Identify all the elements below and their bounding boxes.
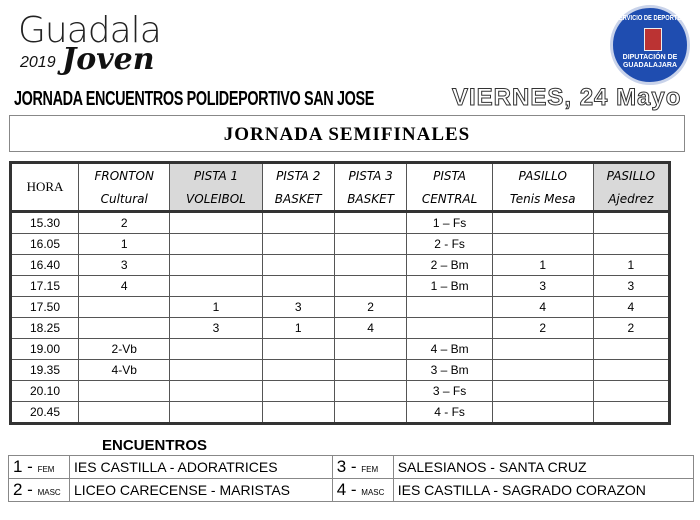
crest-icon [644,28,662,51]
table-row [11,339,670,360]
cell [262,381,334,402]
encuentros-title: ENCUENTROS [102,437,208,454]
cell [334,276,406,297]
match-num: 4 - [336,480,357,499]
schedule-table [9,161,671,425]
match-category: FEM [37,465,55,474]
time-cell: 20.10 [11,381,79,402]
table-row [11,381,670,402]
cell: 3 [79,255,170,276]
time-cell: 16.05 [11,234,79,255]
page-title: JORNADA SEMIFINALES [9,115,685,152]
match-number [9,479,70,502]
event-subtitle: JORNADA ENCUENTROS POLIDEPORTIVO SAN JOSE [14,88,374,110]
column-header: PISTA 1 [170,163,262,188]
cell: 1 – Bm [407,276,493,297]
time-cell: 19.00 [11,339,79,360]
cell: 3 [593,276,669,297]
cell: 2-Vb [79,339,170,360]
time-cell: 16.40 [11,255,79,276]
event-date: VIERNES, 24 Mayo [452,84,682,111]
column-header: CENTRAL [407,187,493,212]
table-row [11,255,670,276]
table-row [11,297,670,318]
cell [170,212,262,234]
time-cell: 20.45 [11,402,79,424]
cell [170,255,262,276]
cell: 2 [492,318,593,339]
cell [492,402,593,424]
column-header: Cultural [79,187,170,212]
cell [262,234,334,255]
cell [593,212,669,234]
cell: 1 [593,255,669,276]
cell [170,339,262,360]
table-row [11,212,670,234]
cell [593,234,669,255]
column-header: Tenis Mesa [492,187,593,212]
time-cell: 15.30 [11,212,79,234]
cell [170,360,262,381]
column-header: PISTA [407,163,493,188]
cell [170,402,262,424]
cell [407,318,493,339]
encuentros-table [8,455,694,502]
cell [262,339,334,360]
cell: 2 [593,318,669,339]
cell [334,360,406,381]
cell: 4 [334,318,406,339]
cell [334,339,406,360]
table-row [11,234,670,255]
column-header: BASKET [262,187,334,212]
cell [262,212,334,234]
column-header: VOLEIBOL [170,187,262,212]
column-header: PISTA 3 [334,163,406,188]
cell [79,318,170,339]
cell [492,212,593,234]
cell: 2 - Fs [407,234,493,255]
cell [492,339,593,360]
cell [593,360,669,381]
column-header: PISTA 2 [262,163,334,188]
cell: 4 – Bm [407,339,493,360]
cell: 3 [262,297,334,318]
cell: 3 – Bm [407,360,493,381]
cell [262,276,334,297]
match-category: FEM [361,465,379,474]
table-row [11,360,670,381]
match-teams: SALESIANOS - SANTA CRUZ [393,456,693,479]
logo-text: Guadala [18,10,161,51]
time-cell: 19.35 [11,360,79,381]
match-num: 1 - [13,457,33,476]
cell: 4 [79,276,170,297]
cell: 1 [492,255,593,276]
match-num: 3 - [336,457,357,476]
seal-bottom-text [613,54,687,70]
cell [79,381,170,402]
cell: 2 [334,297,406,318]
cell: 4-Vb [79,360,170,381]
cell [170,381,262,402]
match-teams: LICEO CARECENSE - MARISTAS [70,479,333,502]
cell [79,297,170,318]
cell [593,339,669,360]
cell [407,297,493,318]
table-row [11,318,670,339]
time-cell: 17.50 [11,297,79,318]
cell [170,234,262,255]
cell: 4 [593,297,669,318]
cell: 3 [492,276,593,297]
cell [79,402,170,424]
cell: 2 [79,212,170,234]
match-teams: IES CASTILLA - ADORATRICES [70,456,333,479]
cell [262,402,334,424]
column-header: PASILLO [492,163,593,188]
cell: 1 [170,297,262,318]
match-number [9,456,70,479]
logo-joven: Joven [62,42,155,77]
column-header: BASKET [334,187,406,212]
diputacion-seal [610,5,690,85]
cell: 4 - Fs [407,402,493,424]
seal-top-text: SERVICIO DE DEPORTES [614,15,686,22]
cell [492,234,593,255]
logo-year: 2019 [20,54,56,71]
match-number [332,456,393,479]
match-number [332,479,393,502]
time-cell: 17.15 [11,276,79,297]
cell [262,255,334,276]
cell [334,234,406,255]
cell: 1 [262,318,334,339]
guadalajoven-logo [18,10,161,77]
cell [334,402,406,424]
column-header-hora: HORA [11,163,79,212]
cell [492,360,593,381]
table-row [11,276,670,297]
match-category: MASC [361,488,385,497]
encuentros-row [9,479,694,502]
cell: 3 [170,318,262,339]
encuentros-row [9,456,694,479]
seal-line1: DIPUTACIÓN DE [622,54,678,61]
cell: 2 – Bm [407,255,493,276]
cell [262,360,334,381]
column-header: FRONTON [79,163,170,188]
match-category: MASC [37,488,61,497]
cell [593,381,669,402]
seal-line2: GUADALAJARA [622,62,678,69]
cell [334,212,406,234]
cell [593,402,669,424]
table-row [11,402,670,424]
cell: 3 – Fs [407,381,493,402]
time-cell: 18.25 [11,318,79,339]
column-header: PASILLO [593,163,669,188]
cell [334,255,406,276]
cell: 1 – Fs [407,212,493,234]
cell [170,276,262,297]
column-header: Ajedrez [593,187,669,212]
cell [492,381,593,402]
match-teams: IES CASTILLA - SAGRADO CORAZON [393,479,693,502]
cell: 4 [492,297,593,318]
cell [334,381,406,402]
cell: 1 [79,234,170,255]
match-num: 2 - [13,480,33,499]
